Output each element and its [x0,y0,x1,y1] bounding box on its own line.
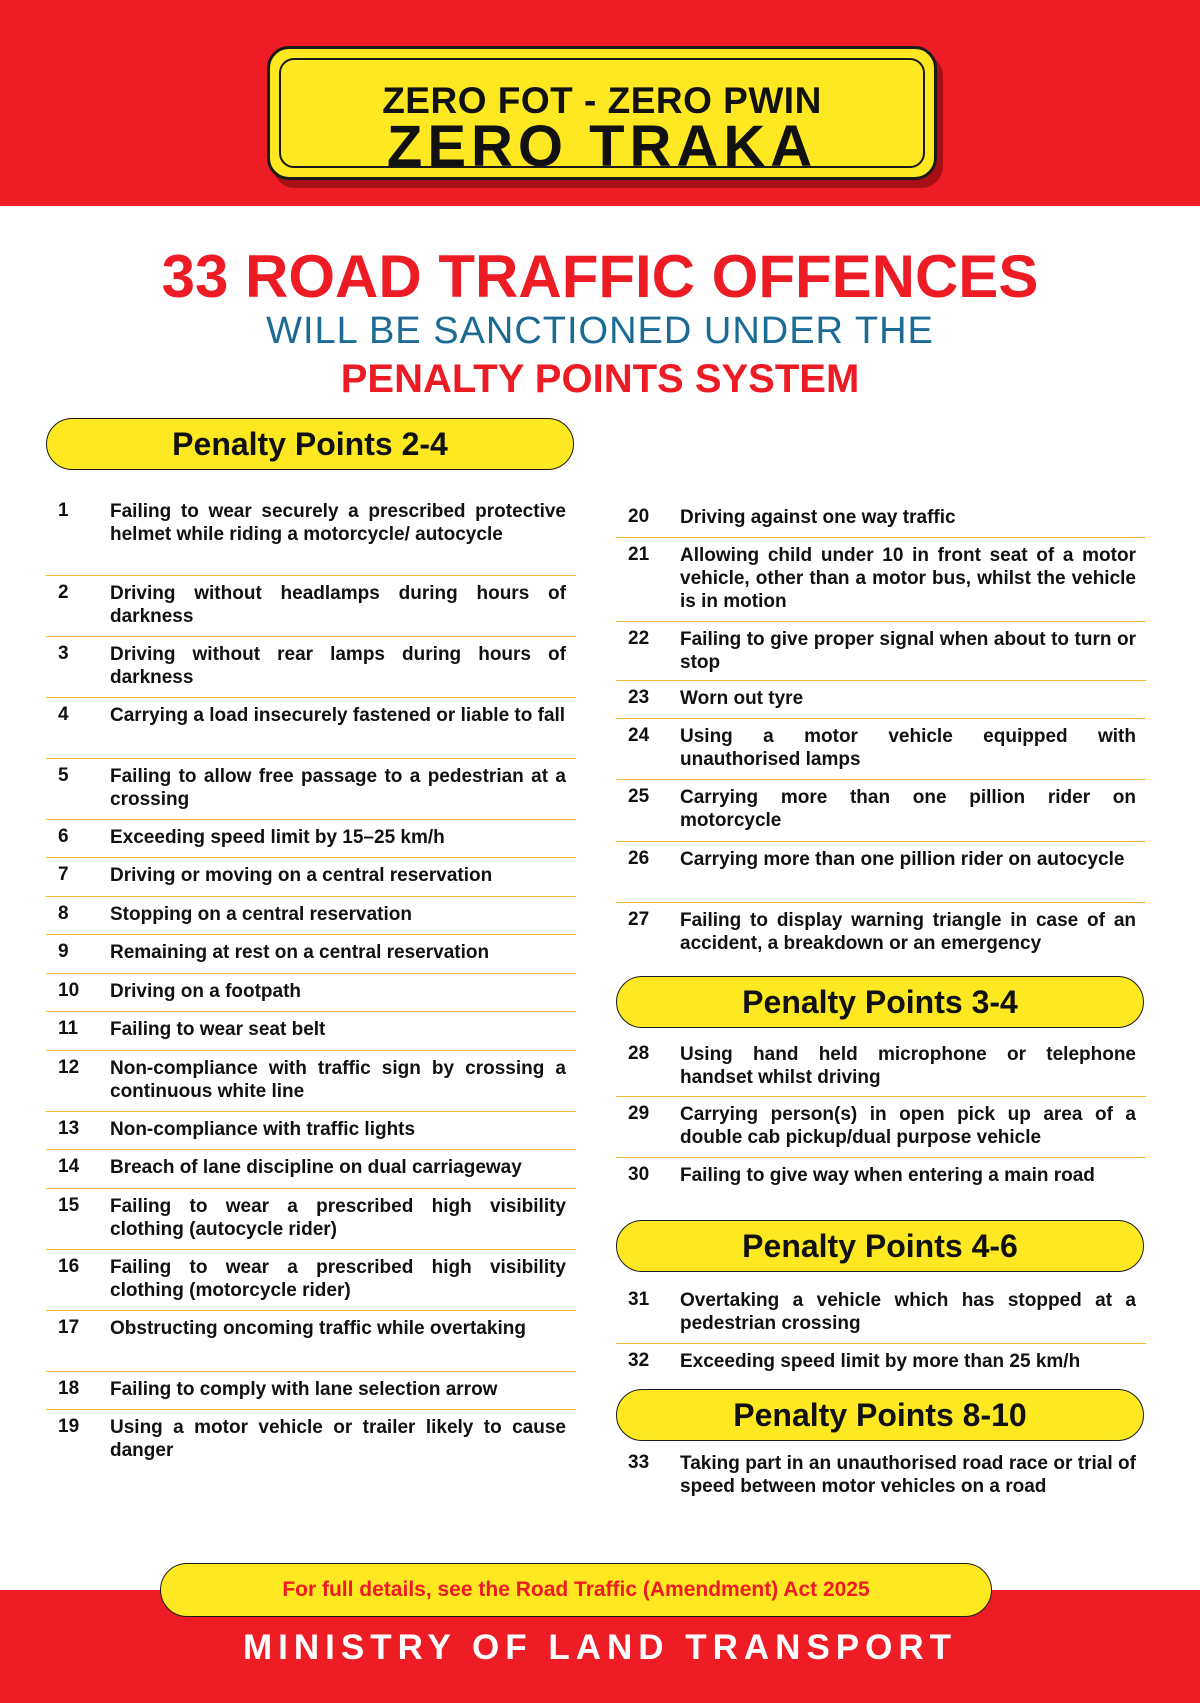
offence-number: 27 [628,909,650,930]
offence-row [616,1446,1146,1530]
offence-row [46,897,576,935]
offence-number: 11 [58,1018,79,1039]
offence-row [616,1344,1146,1384]
offence-row [46,1012,576,1051]
offence-number: 8 [58,903,69,924]
offence-number: 23 [628,687,650,708]
offence-row [616,780,1146,842]
offence-number: 30 [628,1164,650,1185]
offence-text: Using a motor vehicle equipped with unauthorised lamps [680,726,1136,770]
offence-text: Failing to give proper signal when about to turn or stop [680,629,1136,673]
offence-row [616,1158,1146,1218]
sign-title: ZERO TRAKA [386,114,818,179]
offence-row [616,719,1146,780]
offence-number: 7 [58,864,69,885]
offence-number: 10 [58,980,80,1001]
offence-number: 5 [58,765,69,786]
offence-text: Obstructing oncoming traffic while overtaking [110,1318,526,1339]
offence-row [616,1037,1146,1097]
offence-text: Overtaking a vehicle which has stopped at a pedestrian crossing [680,1290,1136,1334]
system-headline: PENALTY POINTS SYSTEM [340,357,860,401]
offence-number: 16 [58,1256,80,1277]
offence-text: Non-compliance with traffic lights [110,1119,416,1140]
offence-row [616,1097,1146,1158]
offence-text: Taking part in an unauthorised road race or trial of speed between motor vehicles on a road [680,1453,1136,1497]
offence-text: Carrying more than one pillion rider on autocycle [680,849,1125,870]
offence-text: Carrying more than one pillion rider on motorcycle [680,787,1136,831]
group-heading-2-4: Penalty Points 2-4 [46,418,574,470]
offence-text: Stopping on a central reservation [110,904,412,925]
offence-text: Failing to display warning triangle in case of an accident, a breakdown or an emergency [680,910,1136,954]
offence-row [46,759,576,820]
offence-text: Driving without rear lamps during hours of darkness [110,644,566,688]
offence-number: 31 [628,1289,650,1310]
offence-number: 12 [58,1057,80,1078]
offence-text: Exceeding speed limit by more than 25 km/h [680,1351,1081,1372]
offence-text: Using hand held microphone or telephone handset whilst driving [680,1044,1136,1088]
offence-text: Driving on a footpath [110,981,302,1002]
offence-row [46,974,576,1012]
offence-row [46,1112,576,1150]
offence-text: Using a motor vehicle or trailer likely to cause danger [110,1417,566,1461]
offence-text: Failing to wear a prescribed high visibility clothing (motorcycle rider) [110,1257,566,1301]
group-heading-4-6: Penalty Points 4-6 [616,1220,1144,1272]
offence-text: Carrying person(s) in open pick up area of a double cab pickup/dual purpose vehicle [680,1104,1136,1148]
offence-row [46,1250,576,1311]
offence-number: 19 [58,1416,80,1437]
offence-number: 15 [58,1195,80,1216]
offence-number: 26 [628,848,650,869]
offence-text: Driving against one way traffic [680,507,956,528]
offence-number: 9 [58,941,69,962]
offence-row [46,1410,576,1471]
offence-text: Exceeding speed limit by 15–25 km/h [110,827,445,848]
offence-text: Remaining at rest on a central reservation [110,942,490,963]
offence-number: 18 [58,1378,80,1399]
offence-text: Failing to wear securely a prescribed protective helmet while riding a motorcycle/ autocycle [110,501,566,545]
sign-inner-border [279,58,925,179]
offence-row [616,538,1146,622]
offence-text: Non-compliance with traffic sign by crossing a continuous white line [110,1058,566,1102]
offence-row [616,500,1146,538]
offence-row [616,1283,1146,1344]
offence-text: Failing to wear seat belt [110,1019,326,1040]
offence-text: Carrying a load insecurely fastened or liable to fall [110,705,566,726]
offence-row [46,1051,576,1112]
sub-headline: WILL BE SANCTIONED UNDER THE [266,310,934,352]
offence-text: Driving without headlamps during hours of darkness [110,583,566,627]
offence-number: 29 [628,1103,650,1124]
offence-number: 1 [58,500,69,521]
offence-row [46,494,576,576]
offence-text: Failing to give way when entering a main road [680,1165,1095,1186]
offence-row [46,820,576,858]
offence-number: 20 [628,506,650,527]
offence-number: 4 [58,704,69,725]
offence-number: 25 [628,786,650,807]
offence-number: 6 [58,826,69,847]
main-headline: 33 ROAD TRAFFIC OFFENCES [161,243,1039,310]
offence-row [46,698,576,759]
offence-number: 17 [58,1317,80,1338]
offence-row [616,681,1146,719]
offence-number: 28 [628,1043,650,1064]
act-reference-note: For full details, see the Road Traffic (Amendment) Act 2025 [160,1563,992,1617]
offence-row [46,1189,576,1250]
offence-text: Allowing child under 10 in front seat of a motor vehicle, other than a motor bus, whilst the vehicle is in motion [680,545,1136,612]
group-heading-3-4: Penalty Points 3-4 [616,976,1144,1028]
offence-number: 22 [628,628,650,649]
offence-row [616,903,1146,965]
offence-text: Failing to comply with lane selection arrow [110,1379,498,1400]
offence-row [46,637,576,698]
offence-text: Failing to wear a prescribed high visibility clothing (autocycle rider) [110,1196,566,1240]
offence-text: Breach of lane discipline on dual carriageway [110,1157,522,1178]
offence-row [46,576,576,637]
offence-number: 24 [628,725,650,746]
offence-number: 3 [58,643,69,664]
offence-text: Failing to allow free passage to a pedestrian at a crossing [110,766,566,810]
offence-number: 21 [628,544,650,565]
offence-number: 13 [58,1118,80,1139]
zero-traka-sign [267,46,937,180]
ministry-name: MINISTRY OF LAND TRANSPORT [242,1628,958,1667]
offence-row [46,1372,576,1410]
offence-row [616,622,1146,681]
offence-number: 33 [628,1452,650,1473]
offence-number: 2 [58,582,69,603]
sign-slogan: ZERO FOT - ZERO PWIN [382,80,822,121]
offence-text: Driving or moving on a central reservation [110,865,493,886]
offence-row [46,1311,576,1372]
offence-number: 14 [58,1156,80,1177]
offence-row [616,842,1146,903]
offence-row [46,858,576,897]
offence-row [46,1150,576,1189]
offence-number: 32 [628,1350,650,1371]
group-heading-8-10: Penalty Points 8-10 [616,1389,1144,1441]
offence-text: Worn out tyre [680,688,804,709]
offence-row [46,935,576,974]
